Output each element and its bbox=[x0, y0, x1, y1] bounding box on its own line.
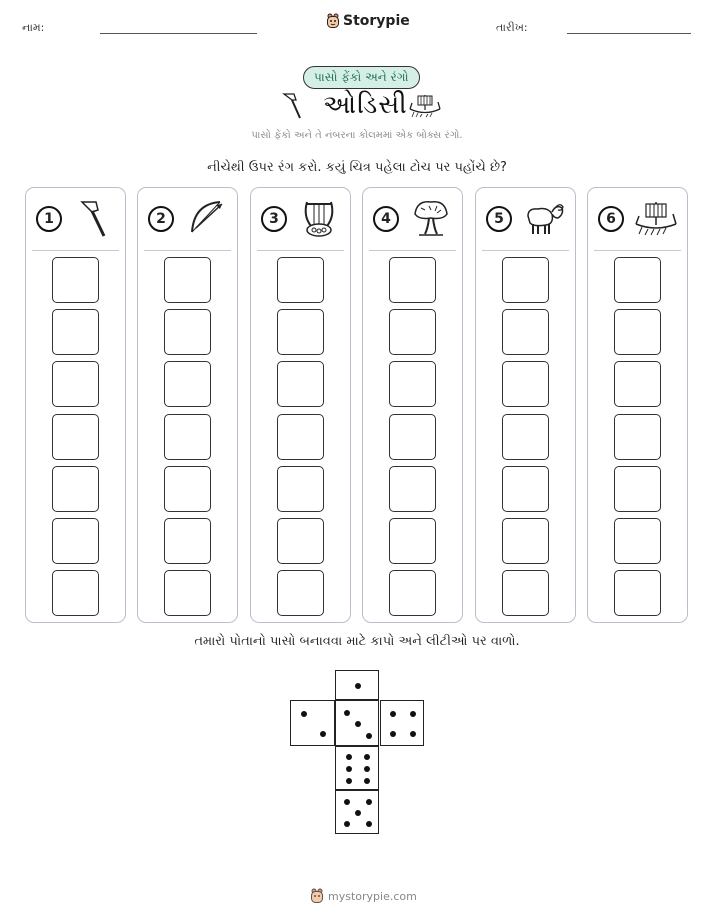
color-box[interactable] bbox=[52, 361, 99, 407]
color-box[interactable] bbox=[389, 414, 436, 460]
column-4 bbox=[362, 187, 463, 623]
color-box[interactable] bbox=[389, 309, 436, 355]
die-pip bbox=[346, 754, 352, 760]
color-box[interactable] bbox=[614, 466, 661, 512]
color-instruction: નીચેથી ઉપર રંગ કરો. કયું ચિત્ર પહેલા ટોચ પર પહોંચે છે? bbox=[207, 160, 507, 175]
column-6 bbox=[587, 187, 688, 623]
ram-icon bbox=[522, 196, 566, 240]
storypie-mascot-icon bbox=[310, 888, 324, 904]
color-box[interactable] bbox=[52, 570, 99, 616]
die-face-2 bbox=[290, 700, 335, 746]
color-box[interactable] bbox=[389, 257, 436, 303]
die-pip bbox=[366, 799, 372, 805]
page-title: ઓડિસી bbox=[323, 90, 408, 120]
greek-ship-icon bbox=[634, 196, 678, 240]
greek-ship-icon bbox=[408, 92, 442, 118]
page-subtitle: પાસો ફેંકો અને તે નંબરના કોલમમાં એક બોક્સ રંગો. bbox=[251, 130, 463, 141]
column-2 bbox=[137, 187, 238, 623]
column-number: 1 bbox=[36, 206, 62, 232]
color-box[interactable] bbox=[277, 361, 324, 407]
column-number: 3 bbox=[261, 206, 287, 232]
color-box[interactable] bbox=[164, 518, 211, 564]
color-box[interactable] bbox=[52, 466, 99, 512]
footer-url: mystorypie.com bbox=[328, 889, 417, 903]
die-pip bbox=[355, 721, 361, 727]
title-badge: પાસો ફેંકો અને રંગો bbox=[303, 66, 420, 89]
color-box[interactable] bbox=[502, 309, 549, 355]
axe-icon bbox=[282, 92, 304, 120]
color-box[interactable] bbox=[164, 414, 211, 460]
brand-logo bbox=[326, 13, 410, 29]
lyre-icon bbox=[297, 196, 341, 240]
die-pip bbox=[344, 799, 350, 805]
die-pip bbox=[410, 731, 416, 737]
die-face-3 bbox=[335, 700, 379, 746]
color-box[interactable] bbox=[502, 361, 549, 407]
die-pip bbox=[410, 711, 416, 717]
color-box[interactable] bbox=[614, 414, 661, 460]
column-number: 2 bbox=[148, 206, 174, 232]
die-pip bbox=[355, 810, 361, 816]
storypie-mascot-icon bbox=[326, 13, 340, 29]
column-number: 6 bbox=[598, 206, 624, 232]
die-pip bbox=[390, 711, 396, 717]
color-box[interactable] bbox=[389, 361, 436, 407]
die-face-1 bbox=[335, 670, 379, 700]
color-box[interactable] bbox=[164, 309, 211, 355]
column-3 bbox=[250, 187, 351, 623]
die-pip bbox=[320, 731, 326, 737]
color-box[interactable] bbox=[277, 257, 324, 303]
color-box[interactable] bbox=[502, 414, 549, 460]
die-pip bbox=[344, 821, 350, 827]
bow-and-arrow-icon bbox=[184, 196, 228, 240]
color-box[interactable] bbox=[164, 466, 211, 512]
die-pip bbox=[355, 683, 361, 689]
axe-icon bbox=[72, 196, 116, 240]
column-1 bbox=[25, 187, 126, 623]
color-box[interactable] bbox=[502, 257, 549, 303]
die-pip bbox=[301, 711, 307, 717]
die-pip bbox=[346, 766, 352, 772]
color-box[interactable] bbox=[164, 570, 211, 616]
color-box[interactable] bbox=[389, 570, 436, 616]
column-5 bbox=[475, 187, 576, 623]
color-box[interactable] bbox=[614, 309, 661, 355]
color-box[interactable] bbox=[614, 518, 661, 564]
color-box[interactable] bbox=[502, 518, 549, 564]
column-number: 5 bbox=[486, 206, 512, 232]
die-face-5 bbox=[335, 790, 379, 834]
die-face-4 bbox=[380, 700, 424, 746]
name-label: નામ: bbox=[22, 21, 45, 34]
color-box[interactable] bbox=[164, 361, 211, 407]
color-box[interactable] bbox=[277, 414, 324, 460]
color-box[interactable] bbox=[277, 518, 324, 564]
color-box[interactable] bbox=[52, 518, 99, 564]
die-pip bbox=[390, 731, 396, 737]
die-face-6 bbox=[335, 746, 379, 790]
color-box[interactable] bbox=[164, 257, 211, 303]
date-line[interactable] bbox=[567, 33, 691, 34]
color-box[interactable] bbox=[614, 361, 661, 407]
color-box[interactable] bbox=[52, 309, 99, 355]
die-pip bbox=[366, 821, 372, 827]
column-number: 4 bbox=[373, 206, 399, 232]
color-box[interactable] bbox=[614, 570, 661, 616]
date-label: તારીખ: bbox=[496, 21, 528, 34]
die-instruction: તમારો પોતાનો પાસો બનાવવા માટે કાપો અને લીટીઓ પર વાળો. bbox=[194, 634, 520, 649]
color-box[interactable] bbox=[614, 257, 661, 303]
brand-name: Storypie bbox=[343, 13, 410, 29]
name-line[interactable] bbox=[100, 33, 257, 34]
color-box[interactable] bbox=[52, 414, 99, 460]
die-pip bbox=[364, 778, 370, 784]
die-pip bbox=[344, 710, 350, 716]
color-box[interactable] bbox=[502, 466, 549, 512]
color-box[interactable] bbox=[52, 257, 99, 303]
die-pip bbox=[364, 766, 370, 772]
die-pip bbox=[346, 778, 352, 784]
die-pip bbox=[366, 733, 372, 739]
color-box[interactable] bbox=[389, 466, 436, 512]
die-pip bbox=[364, 754, 370, 760]
color-box[interactable] bbox=[277, 309, 324, 355]
color-box[interactable] bbox=[389, 518, 436, 564]
color-box[interactable] bbox=[502, 570, 549, 616]
color-box[interactable] bbox=[277, 570, 324, 616]
color-box[interactable] bbox=[277, 466, 324, 512]
olive-tree-icon bbox=[409, 196, 453, 240]
footer bbox=[310, 888, 417, 904]
